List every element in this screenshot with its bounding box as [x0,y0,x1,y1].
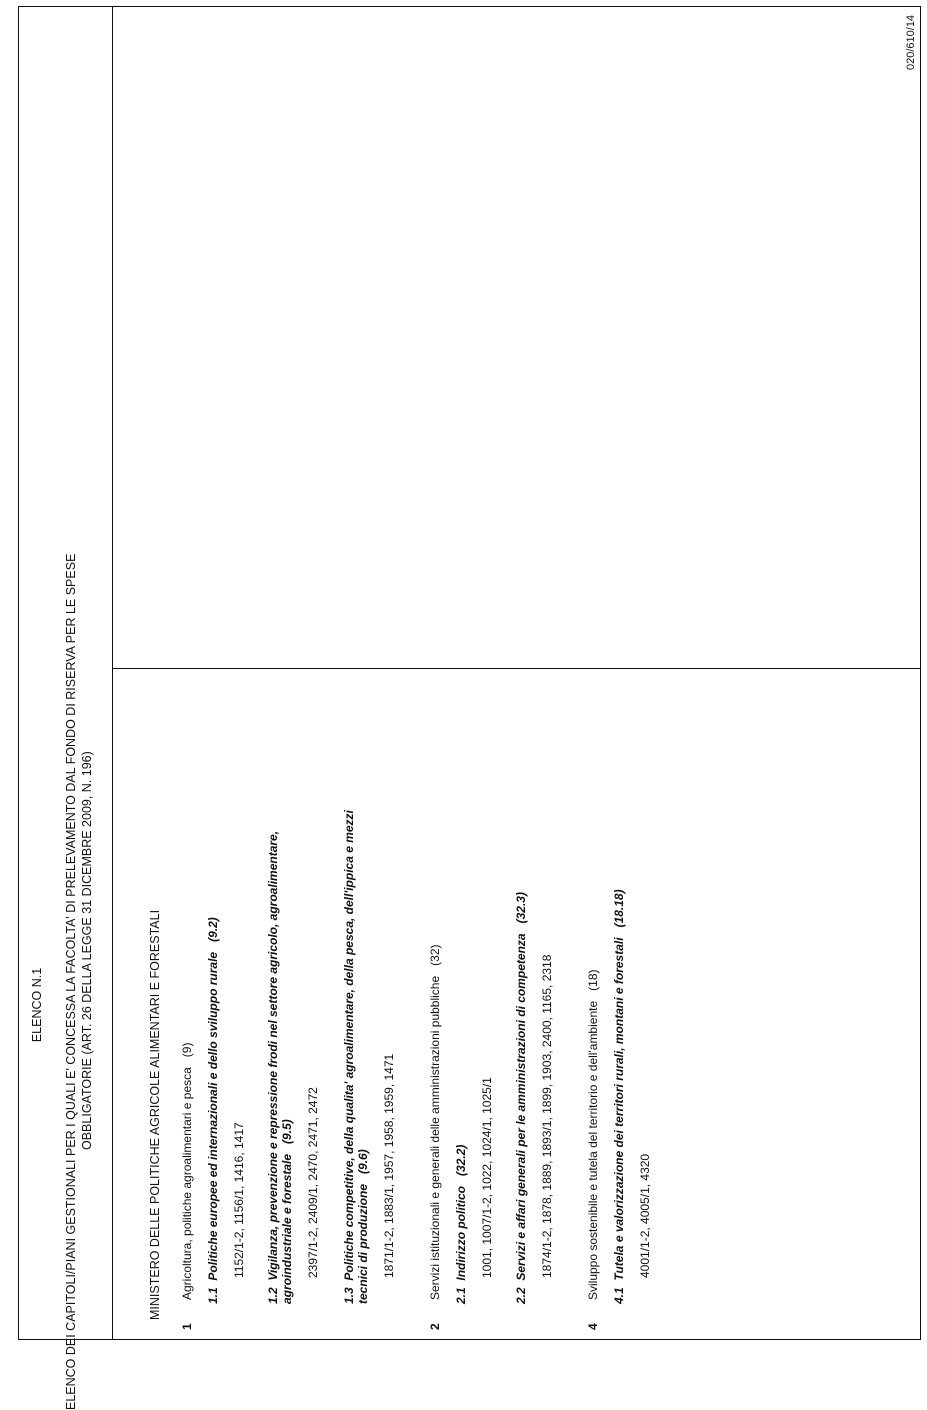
mission-title: Servizi istituzionali e generali delle amministrazioni pubbliche [428,975,442,1300]
program-number: 1.3 [342,1287,356,1304]
program-4-1-codes: 4001/1-2, 4005/1, 4320 [638,1153,652,1278]
program-title: Vigilanza, prevenzione e repressione frodi nel settore agricolo, agroalimentare, [266,830,280,1281]
program-1-1-codes: 1152/1-2, 1156/1, 1416, 1417 [232,1122,246,1278]
program-1-2 [266,831,280,1304]
program-number: 2.1 [454,1287,468,1304]
program-code: (18.18) [612,889,626,928]
program-2-2 [514,892,528,1304]
program-1-3-line2 [356,1149,370,1304]
rotated-document [30,553,890,1410]
mission-title: Sviluppo sostenibile e tutela del territorio e dell'ambiente [586,1000,600,1300]
program-code: (9.6) [356,1149,370,1174]
mission-title: Agricoltura, politiche agroalimentari e pesca [180,1067,194,1300]
program-code: (9.5) [280,1119,294,1144]
program-number: 2.2 [514,1287,528,1304]
program-number: 1.2 [266,1287,280,1304]
program-title-cont: agroindustriale e forestale [280,1153,294,1304]
program-title: Politiche competitive, della qualita' agroalimentare, della pesca, dell'ippica e mezzi [342,810,356,1281]
program-2-2-codes: 1874/1-2, 1878, 1889, 1893/1, 1899, 1903, 2400, 1165, 2318 [540,954,554,1278]
mission-number: 2 [428,1323,442,1330]
program-4-1 [612,889,626,1304]
program-number: 1.1 [206,1287,220,1304]
row-divider [112,668,921,669]
document-title-line1: ELENCO DEI CAPITOLI/PIANI GESTIONALI PER I QUALI E' CONCESSA LA FACOLTA' DI PRELEVAMENTO DAL FONDO DI RISERVA PER LE SPESE [64,553,78,1410]
program-1-3-codes: 1871/1-2, 1883/1, 1957, 1958, 1959, 1471 [382,1053,396,1278]
mission-number: 1 [180,1323,194,1330]
program-title: Tutela e valorizzazione dei territori rurali, montani e forestali [612,937,626,1281]
program-title: Servizi e affari generali per le amministrazioni di competenza [514,933,528,1281]
program-code: (32.2) [454,1144,468,1176]
program-1-2-line2 [280,1119,294,1304]
program-1-3 [342,810,356,1304]
mission-number: 4 [586,1323,600,1330]
mission-code: (9) [180,1042,194,1058]
document-title-line2: OBBLIGATORIE (ART. 26 DELLA LEGGE 31 DICEMBRE 2009, N. 196) [80,751,94,1150]
program-2-1 [454,1145,468,1304]
program-title: Politiche europee ed internazionali e dello sviluppo rurale [206,951,220,1281]
program-code: (9.2) [206,917,220,942]
program-1-2-codes: 2397/1-2, 2409/1, 2470, 2471, 2472 [306,1087,320,1278]
program-code: (32.3) [514,892,528,924]
mission-1 [180,1043,194,1330]
ministry-heading: MINISTERO DELLE POLITICHE AGRICOLE ALIMENTARI E FORESTALI [148,909,162,1320]
mission-code: (18) [586,969,600,991]
mission-2 [428,944,442,1330]
program-2-1-codes: 1001, 1007/1-2, 1022, 1024/1, 1025/1 [480,1077,494,1278]
page-code-text: 020/610/14 [905,14,917,70]
program-number: 4.1 [612,1287,626,1304]
program-title: Indirizzo politico [454,1185,468,1281]
mission-4 [586,970,600,1331]
program-1-1 [206,917,220,1304]
program-title-cont: tecnici di produzione [356,1183,370,1304]
mission-code: (32) [428,944,442,966]
elenco-label: ELENCO N.1 [30,967,44,1043]
